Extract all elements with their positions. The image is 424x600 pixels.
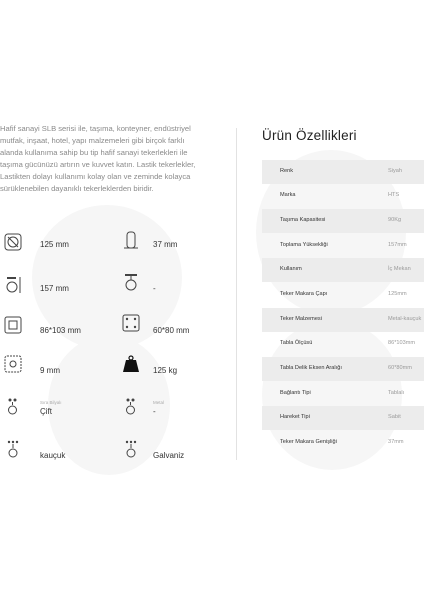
background-wheel-watermark — [48, 335, 170, 475]
row-key: Taşıma Kapasitesi — [280, 217, 326, 223]
row-value: HTS — [388, 192, 400, 198]
row-value: 125mm — [388, 291, 407, 297]
bearing-type-icon — [4, 397, 22, 415]
row-key: Teker Malzemesi — [280, 316, 322, 322]
row-key: Marka — [280, 192, 296, 198]
spec-value: 125 kg — [153, 366, 178, 375]
table-row — [262, 209, 424, 233]
spec-value: kauçuk — [40, 451, 66, 460]
row-value: Metal-kauçuk — [388, 316, 422, 322]
column-divider — [236, 128, 237, 460]
weight-icon — [122, 355, 140, 373]
mounting-height-icon — [4, 276, 22, 294]
spec-value: Çift — [40, 407, 52, 416]
row-value: 86*103mm — [388, 340, 416, 346]
wheel-width-icon — [122, 231, 140, 249]
spec-value: 157 mm — [40, 284, 69, 293]
spec-value: 125 mm — [40, 240, 69, 249]
hole-spacing-icon — [122, 314, 140, 332]
row-key: Renk — [280, 168, 294, 174]
spec-value: - — [153, 407, 156, 416]
row-value: Siyah — [388, 168, 402, 174]
table-row — [262, 332, 424, 356]
row-key: Tabla Delik Eksen Aralığı — [280, 365, 342, 371]
row-value: 157mm — [388, 242, 407, 248]
row-key: Teker Makara Genişliği — [280, 439, 337, 445]
row-value: 90Kg — [388, 217, 402, 223]
table-row — [262, 406, 424, 430]
spec-label: Metal — [153, 400, 165, 405]
spec-value: 37 mm — [153, 240, 178, 249]
row-value: İç Mekan — [388, 266, 411, 272]
row-value: Sabit — [388, 414, 401, 420]
row-key: Tabla Ölçüsü — [280, 340, 313, 346]
tread-material-icon — [4, 440, 22, 458]
spec-value: Galvaniz — [153, 451, 185, 460]
wheel-diameter-icon — [4, 233, 22, 251]
spec-value: 86*103 mm — [40, 326, 81, 335]
row-key: Teker Makara Çapı — [280, 291, 328, 297]
table-row — [262, 431, 424, 455]
row-key: Kullanım — [280, 266, 302, 272]
spec-value: - — [153, 284, 156, 293]
table-row — [262, 382, 424, 406]
table-row — [262, 308, 424, 332]
product-description: Hafif sanayi SLB serisi ile, taşıma, konteyner, endüstriyel mutfak, inşaat, hotel, yapı malzemeleri gibi birçok farklı alanda kullanıma sahip bu tip hafif sanayi tekerlekleri ile taşıma gücünüzü artırın ve kuvvet katın. Lastik tekerlekler, Lastikten dolayı kullanımı kolay olan ve zeminde kolayca sürüklenebilen dayanıklı tekerleklerden biridir. — [0, 124, 196, 193]
row-key: Toplama Yüksekliği — [280, 242, 328, 248]
specifications-table — [262, 160, 424, 456]
table-row — [262, 160, 424, 184]
table-row — [262, 184, 424, 208]
coating-icon — [122, 440, 140, 458]
row-value: 60*80mm — [388, 365, 412, 371]
row-value: Tablalı — [388, 390, 405, 396]
spec-label: Sıra Bilyalı — [40, 400, 62, 405]
spec-value: 9 mm — [40, 366, 60, 375]
caster-type-icon — [122, 397, 140, 415]
section-title: Ürün Özellikleri — [262, 128, 357, 143]
table-row — [262, 234, 424, 258]
plate-size-icon — [4, 316, 22, 334]
spec-value: 60*80 mm — [153, 326, 190, 335]
table-row — [262, 283, 424, 307]
row-key: Hareket Tipi — [280, 414, 310, 420]
table-row — [262, 357, 424, 381]
offset-icon — [122, 273, 140, 291]
row-value: 37mm — [388, 439, 404, 445]
row-key: Bağlantı Tipi — [280, 390, 311, 396]
table-row — [262, 258, 424, 282]
bolt-hole-icon — [4, 355, 22, 373]
